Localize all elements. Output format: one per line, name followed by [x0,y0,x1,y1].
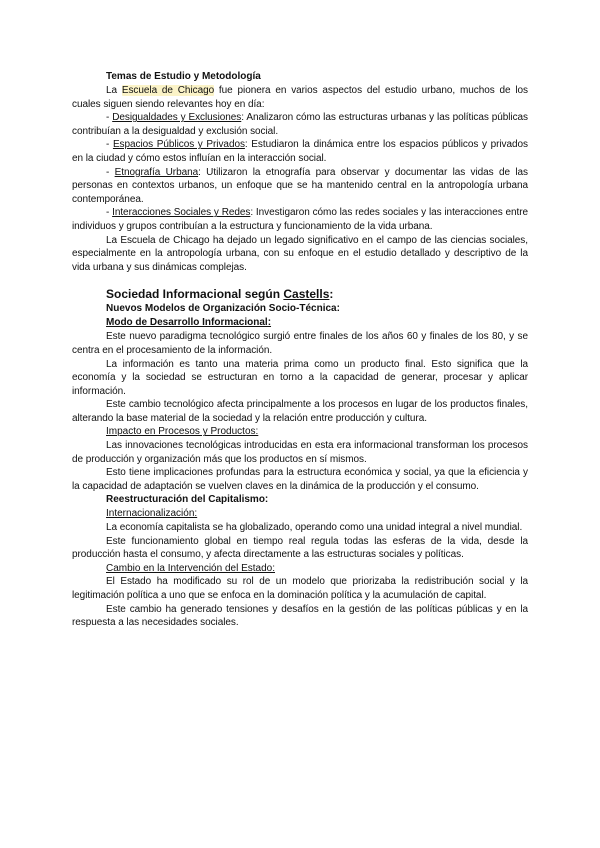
bullet-text: : Estudiaron la dinámica entre los espacios públicos y privados en la ciudad y cómo estos influían en la interacción social. [72,139,528,164]
bullet-text: : Investigaron cómo las redes sociales y las interacciones entre individuos y grupos contribuían a la estructura y funcionamiento de la vida urbana. [72,207,528,232]
bullet-text: : Analizaron cómo las estructuras urbanas y las políticas públicas contribuían a la desigualdad y exclusión social. [72,112,528,137]
subheading-nuevos-modelos: Nuevos Modelos de Organización Socio-Técnica: [106,303,340,315]
subheading-cambio-estado: Cambio en la Intervención del Estado: [106,562,275,574]
title-pre: Sociedad Informacional según [106,287,284,302]
bullet-term: Etnografía Urbana [114,166,199,178]
impacto-paragraph-1: Las innovaciones tecnológicas introducidas en esta era informacional transforman los procesos de producción y organización más que los productos en sí mismos. [72,440,528,465]
subheading-reestructuracion: Reestructuración del Capitalismo: [106,494,269,506]
bullet-term: Espacios Públicos y Privados [112,139,245,151]
highlighted-escuela-de-chicago: Escuela de Chicago [121,85,215,96]
section-heading-sociedad-informacional [72,287,528,302]
bullet-term: Desigualdades y Exclusiones [112,112,242,124]
impacto-paragraph-2: Esto tiene implicaciones profundas para la estructura económica y social, ya que la eficiencia y la capacidad de adaptación se vuelven claves en la dinámica de la producción y el consumo. [72,467,528,492]
bullet-dash: - [106,112,113,124]
modo-paragraph-1: Este nuevo paradigma tecnológico surgió entre finales de los años 60 y finales de los 80, y se centra en el procesamiento de la información. [72,331,528,356]
subheading-modo-desarrollo: Modo de Desarrollo Informacional: [106,317,272,329]
bullet-desigualdades [72,111,528,138]
bullet-dash: - [106,139,113,151]
intro-post: fue pionera en varios aspectos del estudio urbano, muchos de los cuales siguen siendo relevantes hoy en día: [72,85,529,110]
modo-paragraph-2: La información es tanto una materia prima como un producto final. Esto significa que la economía y la sociedad se estructuran en torno a la capacidad de generar, procesar y aplicar información. [72,358,528,397]
title-colon: : [329,287,334,302]
internacionalizacion-paragraph-2: Este funcionamiento global en tiempo real regula todas las esferas de la vida, desde la producción hasta el consumo, y afecta directamente a las estructuras sociales y políticas. [72,535,528,561]
internacionalizacion-paragraph-1: La economía capitalista se ha globalizado, operando como una unidad integral a nivel mundial. [106,522,523,534]
title-castells: Castells [283,287,330,302]
closing-paragraph: La Escuela de Chicago ha dejado un legado significativo en el campo de las ciencias sociales, especialmente en la antropología urbana, con su enfoque en el estudio detallado y descriptivo de la vida urbana y sus dinámicas complejas. [72,234,528,273]
subheading-internacionalizacion: Internacionalización: [106,508,198,520]
intro-pre: La [106,85,122,96]
bullet-interacciones [72,206,528,233]
subheading-impacto: Impacto en Procesos y Productos: [106,426,259,438]
section-heading-temas: Temas de Estudio y Metodología [106,71,261,82]
section-gap [72,274,528,287]
bullet-dash: - [106,207,113,219]
bullet-dash: - [106,166,115,178]
bullet-term: Interacciones Sociales y Redes [112,207,251,219]
estado-paragraph-2: Este cambio ha generado tensiones y desafíos en la gestión de las políticas públicas y en la respuesta a las necesidades sociales. [72,603,528,629]
intro-paragraph [72,84,528,111]
bullet-espacios [72,138,528,165]
bullet-etnografia [72,166,528,207]
estado-paragraph-1: El Estado ha modificado su rol de un modelo que priorizaba la redistribución social y la legitimación política a uno que se enfoca en la dominación política y la acumulación de capital. [72,576,528,601]
modo-paragraph-3: Este cambio tecnológico afecta principalmente a los procesos en lugar de los productos finales, alterando la base material de la sociedad y la relación entre producción y cultura. [72,399,528,424]
bullet-text: : Utilizaron la etnografía para observar y documentar las vidas de las personas en contextos urbanos, un enfoque que se ha mantenido central en la antropología urbana contemporánea. [72,166,528,205]
